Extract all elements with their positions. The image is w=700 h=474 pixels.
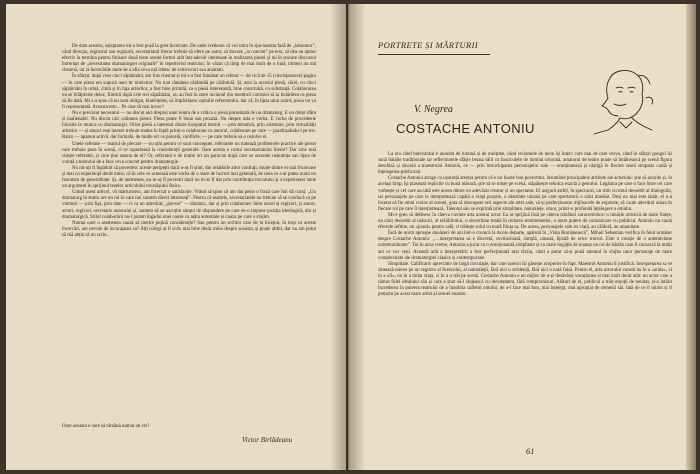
page-number: 61 <box>526 446 535 456</box>
right-paragraph-1: La ora când bulevardul e inundat de lumină și de mulțime, când reclamele de neon își înterc care mai de care verva, când în sfârșit gongul își sună bătăile tradiționale iar reflectoarele sfâșie bezna sălii cu fasciculele de lumină colorată, amatorul de teatru poate să întâlnească pe scenă figura deschisă și sinceră a maestrului Antoniu, ce — prin întruchiparea personajelor sale — emoționează și câștigă în fiecare seară simpatia caldă și înțelegerea publicului. <box>378 152 672 176</box>
header-rule <box>378 54 490 55</box>
right-paragraph-3: Mi-e greu să definesc în câteva cuvinte arta acestui actor. Ea se sprijină însă pe câteva trăsături caracteristice: o intuiție artistică de mare finețe, un simț deosebit al măsurii, al echilibrului, o sinceritate totală în redarea sentimentelor, o mare putere de comunicare cu publicul. Antoniu nu caută efectele ieftine, nu «joacă» pentru sală, ci trăiește rolul cu toată ființa sa. De aceea, personajele sale au viață, au căldură, au umanitate. <box>378 212 672 231</box>
final-line: Oare aceasta e oare să rămână numai un vis? <box>62 424 150 429</box>
right-paragraph-5: Simplitate. Calificativ apreciativ de largă circulație, dar care rareori își găsește acoperire în fapt. Maestrul Antoniu îl justifică. Interpretarea sa se situează mereu pe un registru al firescului, al naturaleții, fără nici o stridență, fără nici o notă falsă. Pentru el, arta actorului constă nu în a «arăta», ci în a «fi», nu în a imita viața, ci în a o trăi pe scenă. Costache Antoniu e un mijloc de a-și desăvârși vocațiunea și mai mult decât atât: un actor care a rămas fidel idealului său și care a știut să-l slujească cu devotament, fără compromisuri. Alături de el, publicul a trăit emoții de neuitat, și-a întărit încrederea în puterea teatrului de a înnobila sufletul omului, de a-l face mai bun, mai înțelept, mai apropiat de semenii săi. Iată de ce îl iubim și îl prețuim pe acest mare artist al scenei noastre. <box>378 261 672 298</box>
right-paragraph-4: Încă de acum aproape douăzeci de ani într-o cronică la Acolo departe, apărută în „Viața Românească”, Mihail Sebastian verifica în felul următor despre Costache Antoniu: „…interpretarea sa e discretă, cuviincioasă, simplă, umană, lipsită de orice trucuri. Este o creație de o autenticitate cutremurătoare”. Tot în acea vreme, Antoniu a jucat cu o emoționantă simplitate și cu mare bogăție de nuanțe un rol de bătrân care îl consacră la mulți ani ce vor veni. Această artă a interpretării a fost perfecționată mai târziu, când a putut să-și pună talentul în slujba unor personaje de mare complexitate ale dramaturgiei clasice și contemporane. <box>378 231 672 261</box>
left-paragraph-6: Citind acest articol, vă mărturisesc, am încercat o satisfacție. Vrând să spun că am dat peste o frază care îmi dă curaj: „Un dramaturg în teatru are un rol în care noi suntem direct interesați”. Pentru că teatrele, secretariatele nu trebuie să se conducă ca pe vremuri — prin fișă, prin date — ci ca un adevărat, „pre-tot” — dinamic, dar și prin colaborare: între actori și regizori, și autori, actori, regizori, secretarie autorului și, suntem să ne ascuțim simțul de răspundere pe care ne-o impune poziția ideologică, dar și dramaturgică. Stilul colaborării nu-l putem îngădui unei cauze cu atâta autoritate și cauza pe care o slujim. <box>62 190 316 220</box>
page-edge <box>686 4 696 470</box>
right-paragraph-2: Costache Antoniu atrage cu ușurință atenția pentru că e un foarte bun povestitor, însumând principalele atribute ale actorului: știe să asculte și, în același timp, își plasează replicile cu bună măsură, știe să se miște pe scenă, stăpânește tehnica exactă a gestului. Legătura pe care o face între cel care vorbește și cel care ascultă este aceea dintre un adevărat creator și un spectator. El asigură astfel, în spectacol, un ritm cu totul deosebit al dialogului, iar personajele pe care le interpretează capătă o viață proprie, o densitate umană pe care spectatorii o simt imediat. Deși nu mai este tânăr, el n-a încetat să fie omul curios al scenei, gata să descopere noi aspecte ale artei sale, să-și perfecționeze mijloacele de expresie, să caute adevărul uman în fiecare rol pe care îl interpretează. Talentul său se exprimă prin simplitate, naturalețe, umor, printr-o profundă înțelegere a omului. <box>378 176 672 212</box>
right-page-body <box>378 152 672 298</box>
left-paragraph-5: Nu mi-ați fi îngăduit să povestesc aceste peripeții dacă n-aș fi știut, din relatările altor confrați, multe dintre ei mai frumoase și mai cu experiență decât mine, că în cele ce urmează este vorba de o stare de lucruri mai generală, de ceea ce s-ar putea numi un fenomen de generalitate. Și, de asemenea, nu le-aș fi povestit dacă nu m-ar fi dat prin contribuția trecutului și a experienței mele un argument în sprijinul tezelor articolului tovarășului Raicu. <box>62 165 316 190</box>
left-page <box>6 4 346 470</box>
left-page-body <box>62 44 316 239</box>
article-title: COSTACHE ANTONIU <box>396 121 535 136</box>
section-header: PORTRETE ȘI MĂRTURII <box>378 40 479 50</box>
left-paragraph-7: Numai oare o asemenea cauză să merite puțină considerație? Sau pentru un scriitor care de la început, în trup cu aceste încercări, are nevoie de încurajarea sa? Alți colegi ar fi scris mai bine decât mine despre aceasta, și poate altfel, dar nu am putut să mă abțin să nu scriu... <box>62 220 316 238</box>
left-paragraph-2: În sfârșit, după vreo cinci săptămâni, am fost chemat și mi s-a fost înmânat un referat — de cică de 15 (cincisprezece) pagini — în care piesa era supusă unei tir nimicitor. Nu mai rămânea cărămidă pe cărămidă. Și, asta la accesul piesă, cărei, cu cinci săptămâni în urmă, citită și în fața actorilor, a fost bine primită, ca o piesă interesantă, bine construită, cu substanță. Colaborarea nu se înfăptuise deloc, fiindcă după cele trei săptămâni, nu au fost în stare niciunul din membrii comisiei să ia hotărârea ca piesa să fie dată. Mi s-a spus că nu sunt obligat, bineînțeles, să împărtășesc opiniile referentului, dar că, în lipsa unui acord, piesa nu va fi reprezentată. Aceasta este... Pe cine să mai invoc? <box>62 74 316 110</box>
article-author: V. Negrea <box>414 104 453 115</box>
signature: Victor Birlădeanu <box>242 436 293 444</box>
left-paragraph-4: Unele referate — teatrul de plecare — nu știu pentru ce sunt concepute, referatele nu tratează problemele practice ale piesei care trebuie puse în scenă, ci se raportează la considerații generale. Oare acesta e rostul secretariatului literar? Dar cine mai citește referatul, și cine ține seama de el? Or, referatul e de multe ori un paravan după care se ascunde neputința sau lipsa de voință a teatrului de a face ceva concret pentru dramaturgie. <box>62 141 316 165</box>
portrait-sketch <box>580 64 662 136</box>
right-page <box>348 4 694 470</box>
left-paragraph-1: De data aceasta, așteptarea mi-a fost pusă la grea încercare. De unde credeam că voi intra în spa-numita fază de „laborator”, când direcția, regizorul sau regizorii, secretariatul literar trebuie să ofere pe autor, să discute „la concret” pe text, să dea un ajutor efectiv la termina pentru finisare două teste aceste forturi atât într-adevăr interesate în realizarea piesei și nu în stocate discursul întrerupt de „necesitatea dramaturgiei originale” în repertoriul teatrului; în văzut că timp de mai mult de o lună, nimeni nu mă cheamă, iar la încercările mele de a afla ceva mă izbesc de echivocuri sau amânări. <box>62 44 316 74</box>
left-paragraph-3: Nu e prevăzut necesarul — nu discut aici dreptul unui teatru de a critica o piesă prezentată de un dramaturg. E un drept sfânt și inalienabil. Nu discut nici calitatea piesei. Piesa poate fi bună sau proastă. Nu despre asta e vorba. E vorba de procedeele folosite în munca cu dramaturgii. Orice piesă a interesat dintre începutul teatrul — prin tematică, prin orientare, prin virtualități artistice — și atunci este interes trebuie tradus în faptă printr-o colaborare cu autorul, colaborare pe care — parafrazându-l pe tov. Raicu — aparent activă, dar formală, de multe ori ce parcelă, conflicte, — pe care trebuie să o rezolve el. <box>62 111 316 141</box>
